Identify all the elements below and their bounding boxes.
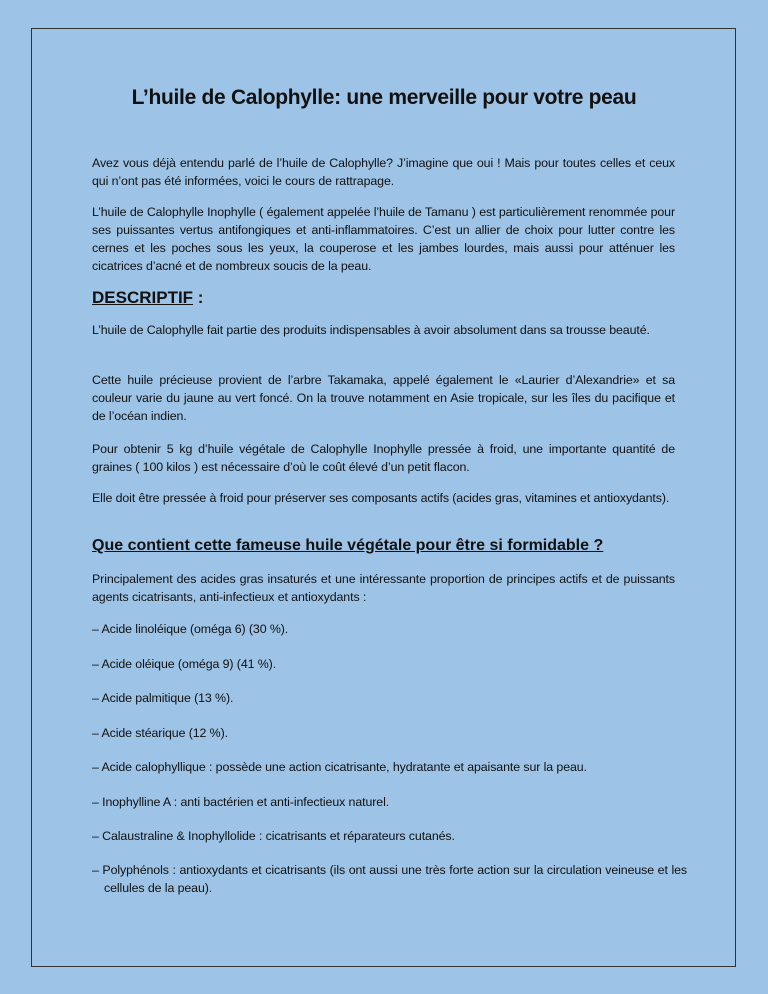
descriptif-paragraph: L’huile de Calophylle fait partie des produits indispensables à avoir absolument dans sa trousse beauté. <box>92 323 650 337</box>
list-item: – Acide oléique (oméga 9) (41 %). <box>92 657 277 671</box>
descriptif-heading-colon: : <box>193 288 204 307</box>
intro-paragraph-2: L’huile de Calophylle Inophylle ( également appelée l’huile de Tamanu ) est particulièrement renommée pour ses puissantes vertus antifongiques et anti-inflammatoires. C’est un allier de choix pour lutter contre les cernes et les poches sous les yeux, la couperose et les jambes lourdes, mais aussi pour atténuer les cicatrices d’acné et de nombreux soucis de la peau. <box>92 205 675 273</box>
list-item: – Acide palmitique (13 %). <box>92 691 234 705</box>
descriptif-paragraph: Elle doit être pressée à froid pour préserver ses composants actifs (acides gras, vitamines et antioxydants). <box>92 491 670 505</box>
contenu-intro: Principalement des acides gras insaturés et une intéressante proportion de principes actifs et de puissants agents cicatrisants, anti-infectieux et antioxydants : <box>92 572 675 604</box>
intro-paragraph-1: Avez vous déjà entendu parlé de l’huile de Calophylle? J’imagine que oui ! Mais pour toutes celles et ceux qui n’ont pas été informées, voici le cours de rattrapage. <box>92 156 675 188</box>
list-item: – Inophylline A : anti bactérien et anti-infectieux naturel. <box>92 795 390 809</box>
list-item: – Calaustraline & Inophyllolide : cicatrisants et réparateurs cutanés. <box>92 829 455 843</box>
list-item: – Acide calophyllique : possède une action cicatrisante, hydratante et apaisante sur la peau. <box>92 760 587 774</box>
descriptif-heading <box>92 288 203 308</box>
list-item: – Acide linoléique (oméga 6) (30 %). <box>92 622 289 636</box>
list-item: – Polyphénols : antioxydants et cicatrisants (ils ont aussi une très forte action sur la circulation veineuse et les cellules de la peau). <box>92 863 687 895</box>
list-item: – Acide stéarique (12 %). <box>92 726 228 740</box>
descriptif-heading-text: DESCRIPTIF <box>92 288 194 307</box>
document-title: L’huile de Calophylle: une merveille pour votre peau <box>131 86 637 109</box>
descriptif-paragraph: Cette huile précieuse provient de l’arbre Takamaka, appelé également le «Laurier d’Alexandrie» et sa couleur varie du jaune au vert foncé. On la trouve notamment en Asie tropicale, sur les îles du pacifique et de l’océan indien. <box>92 373 675 423</box>
descriptif-paragraph: Pour obtenir 5 kg d’huile végétale de Calophylle Inophylle pressée à froid, une importante quantité de graines ( 100 kilos ) est nécessaire d’où le coût élevé d’un petit flacon. <box>92 442 675 474</box>
contenu-heading: Que contient cette fameuse huile végétale pour être si formidable ? <box>92 537 604 554</box>
